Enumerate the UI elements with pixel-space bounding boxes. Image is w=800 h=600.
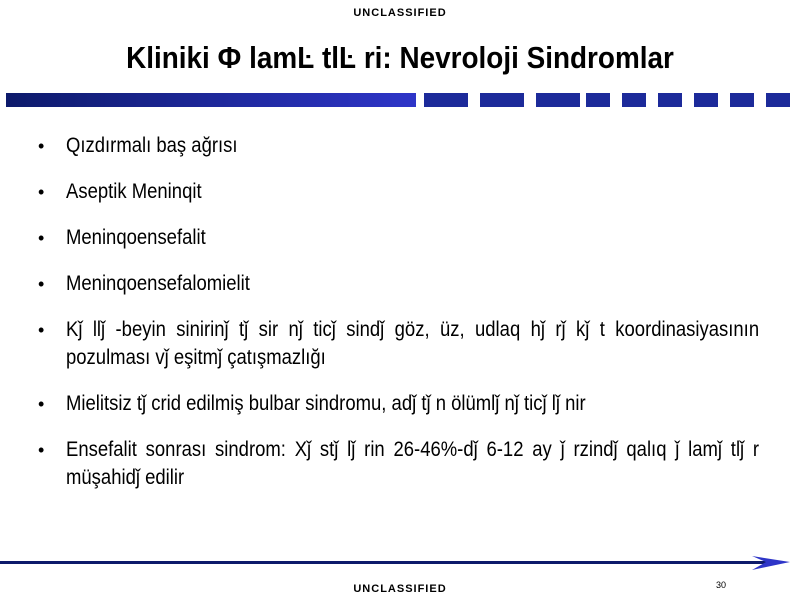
- bullet-dot-icon: •: [38, 182, 45, 202]
- footer-arrow-line: [0, 548, 800, 578]
- bullet-list: [38, 132, 763, 510]
- bullet-dot-icon: •: [38, 228, 45, 248]
- bullet-dot-icon: •: [38, 440, 45, 460]
- bottom-classification-banner: UNCLASSIFIED: [353, 583, 447, 595]
- bullet-item: • Ensefalit sonrası sindrom: Xǰ stǰ lǰ rin 26-46%-dǰ 6-12 ay ǰ rzindǰ qalıq ǰ lamǰ tlǰ r müşahidǰ edilir: [38, 438, 760, 489]
- bullet-dot-icon: •: [38, 320, 45, 340]
- title-decorative-bar: [6, 93, 794, 107]
- page-number: 30: [716, 580, 727, 590]
- slide-title: Kliniki Ф lamĿ tlĿ ri: Nevroloji Sindromlar: [126, 40, 674, 75]
- bullet-item: • Qızdırmalı baş ağrısı: [38, 132, 763, 160]
- bullet-item: • Meninqoensefalomielit: [38, 270, 763, 298]
- bullet-item: • Aseptik Meninqit: [38, 178, 763, 206]
- bullet-dot-icon: •: [38, 394, 45, 414]
- bullet-dot-icon: •: [38, 136, 45, 156]
- bullet-item: • Mielitsiz tǰ crid edilmiş bulbar sindromu, adǰ tǰ n ölümlǰ nǰ ticǰ lǰ nir: [38, 390, 763, 418]
- bullet-item: • Meninqoensefalit: [38, 224, 763, 252]
- top-classification-banner: UNCLASSIFIED: [353, 7, 447, 19]
- bullet-item: • Kǰ llǰ -beyin sinirinǰ tǰ sir nǰ ticǰ sindǰ göz, üz, udlaq hǰ rǰ kǰ t koordinasiyasının pozulması vǰ eşitmǰ çatışmazlığı: [38, 318, 760, 369]
- bullet-dot-icon: •: [38, 274, 45, 294]
